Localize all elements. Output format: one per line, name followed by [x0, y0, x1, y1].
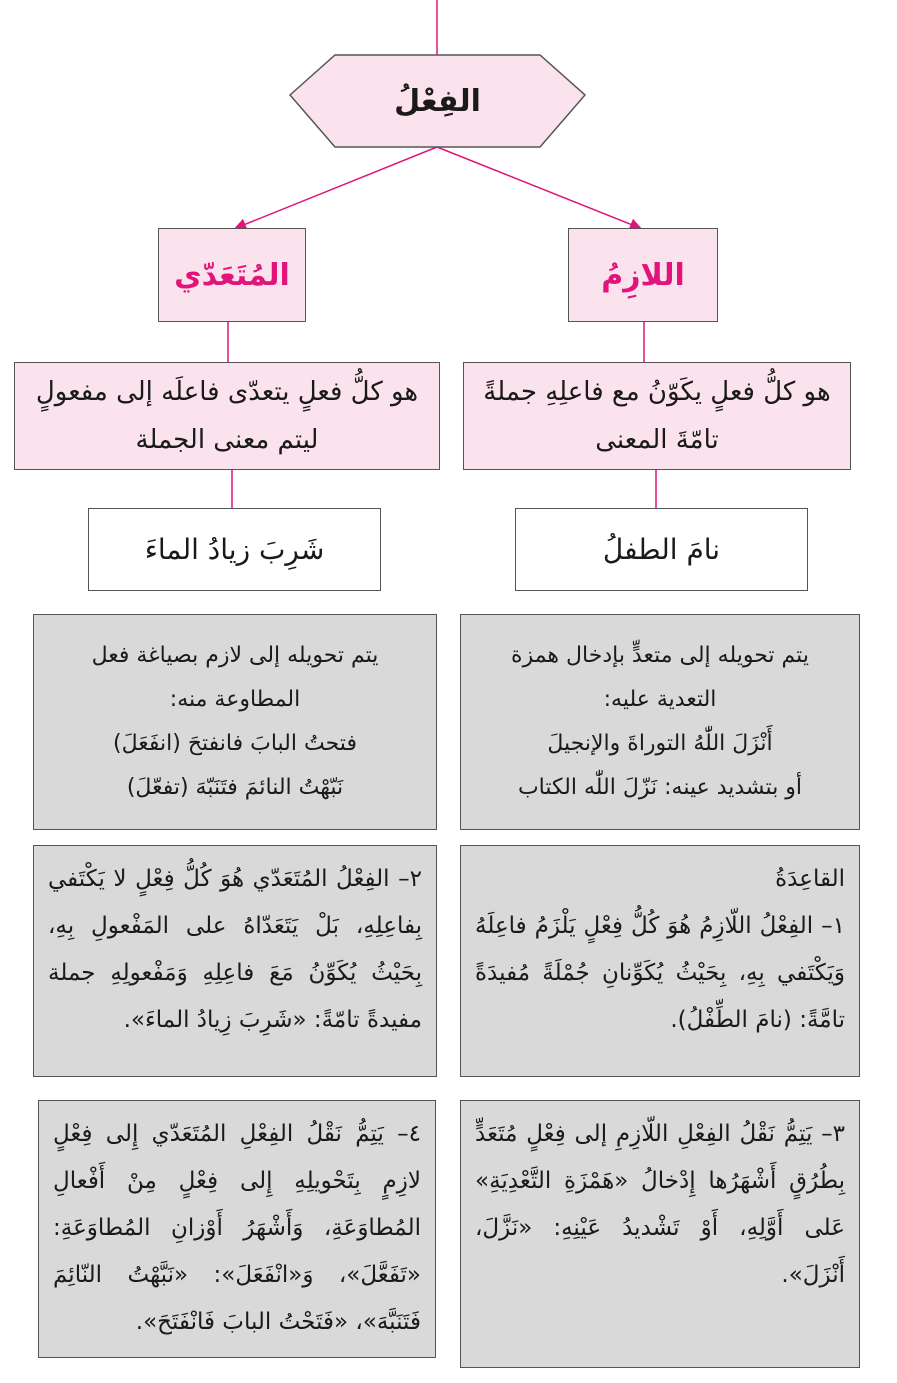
intransitive-title: اللازِمُ [601, 257, 685, 293]
intransitive-transformation-box [460, 614, 860, 830]
root-label: الفِعْلُ [394, 83, 481, 119]
transitive-transform-line-2: المطاوعة منه: [169, 687, 301, 712]
rule-1-text: ١– الفِعْلُ اللّازِمُ هُوَ كُلُّ فِعْلٍ يَلْزَمُ فاعِلَهُ وَيَكْتَفي بِهِ، بِحَيْثُ يُكَوِّنانِ جُمْلَةً مُفيدَةً تامَّةً: (نامَ الطِّفْلُ). [475, 913, 845, 1033]
rule-4-text: ٤– يَتِمُّ نَقْلُ الفِعْلِ المُتَعَدّي إِلى فِعْلٍ لازِمٍ بِتَحْويلِهِ إِلى فِعْلٍ مِنْ أَفْعالِ المُطاوَعَةِ، وَأَشْهَرُ أَوْزانِ المُطاوَعَةِ: «تَفَعَّلَ»، وَ«انْفَعَلَ»: «نَبَّهْتُ النّائِمَ فَتَنَبَّهَ»، «فَتَحْتُ البابَ فَانْفَتَحَ». [53, 1121, 421, 1335]
rule-3-text: ٣– يَتِمُّ نَقْلُ الفِعْلِ اللّازِمِ إلى فِعْلٍ مُتَعَدٍّ بِطُرُقٍ أَشْهَرُها إِدْخالُ «هَمْزَةِ التَّعْدِيَةِ» عَلى أَوَّلِهِ، أَوْ تَشْديدُ عَيْنِهِ: «نَزَّلَ، أَنْزَلَ». [475, 1121, 845, 1288]
intransitive-transform-line-1: يتم تحويله إلى متعدٍّ بإدخال همزة [511, 643, 809, 668]
intransitive-definition-box [463, 362, 851, 470]
rule-2-text: ٢– الفِعْلُ المُتَعَدّي هُوَ كُلُّ فِعْلٍ لا يَكْتَفي بِفاعِلِهِ، بَلْ يَتَعَدّاهُ على المَفْعولِ بِهِ، بِحَيْثُ يُكَوِّنُ مَعَ فاعِلِهِ وَمَفْعولِهِ جملة مفيدةً تامّةً: «شَرِبَ زِيادُ الماءَ». [48, 866, 422, 1033]
arrow-to-left [236, 147, 437, 228]
transitive-definition-line-2: ليتم معنى الجملة [135, 425, 319, 455]
transitive-title-box [158, 228, 306, 322]
root-node [335, 55, 540, 147]
rule-2-box [33, 845, 437, 1077]
arrow-to-right [437, 147, 640, 228]
transitive-definition-box [14, 362, 440, 470]
intransitive-transform-line-3: أَنْزَلَ اللّٰهُ التوراةَ والإنجيلَ [547, 731, 773, 756]
intransitive-definition-line-1: هو كلُّ فعلٍ يكَوّنُ مع فاعلِهِ جملةً [483, 377, 831, 407]
transitive-title: المُتَعَدّي [174, 257, 290, 293]
transitive-transform-line-3: فتحتُ البابَ فانفتحَ (انفَعَلَ) [113, 731, 357, 756]
intransitive-transform-line-4: أو بتشديد عينه: نَزّلَ اللّٰه الكتاب [517, 775, 803, 800]
intransitive-title-box [568, 228, 718, 322]
intransitive-definition-line-2: تامّةَ المعنى [595, 425, 719, 455]
transitive-example-box [88, 508, 381, 591]
transitive-transform-line-1: يتم تحويله إلى لازم بصياغة فعل [91, 643, 379, 668]
transitive-transform-line-4: نَبّهْتُ النائمَ فتَنَبّهَ (تفعّلَ) [126, 775, 344, 800]
intransitive-transform-line-2: التعدية عليه: [603, 687, 717, 712]
rule-1-box [460, 845, 860, 1077]
intransitive-example: نامَ الطفلُ [602, 533, 721, 566]
transitive-transformation-box [33, 614, 437, 830]
rule-3-box [460, 1100, 860, 1368]
rule-heading: القاعِدَةُ [775, 866, 845, 892]
rule-4-box [38, 1100, 436, 1358]
intransitive-example-box [515, 508, 808, 591]
transitive-example: شَرِبَ زيادُ الماءَ [144, 533, 325, 566]
transitive-definition-line-1: هو كلُّ فعلٍ يتعدّى فاعلَه إلى مفعولٍ [35, 377, 419, 407]
